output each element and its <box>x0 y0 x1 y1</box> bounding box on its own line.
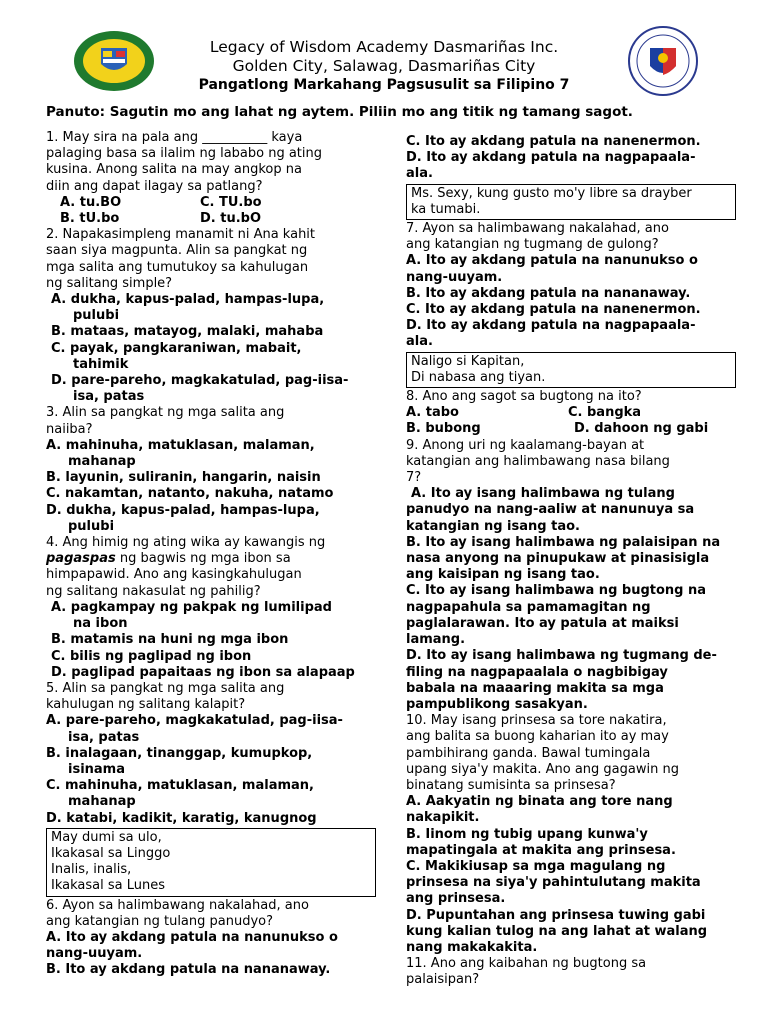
choice-8a[interactable]: A. tabo <box>406 405 459 421</box>
choice-2b[interactable]: B. mataas, matayog, malaki, mahaba <box>51 324 324 340</box>
choice-3b[interactable]: B. layunin, suliranin, hangarin, naisin <box>46 470 321 486</box>
choice-5b[interactable]: B. inalagaan, tinanggap, kumupkop, isinama <box>46 745 313 777</box>
choice-4d[interactable]: D. paglipad papaitaas ng ibon sa alapaap <box>51 664 355 680</box>
choice-5d[interactable]: D. katabi, kadikit, karatig, kanugnog <box>46 810 317 826</box>
choice-8b[interactable]: B. bubong <box>406 421 481 437</box>
choice-3d[interactable]: D. dukha, kapus-palad, hampas-lupa, pulubi <box>46 502 320 534</box>
question-10: 10. May isang prinsesa sa tore nakatira, ang balita sa buong kaharian ito ay may pambihirang ganda. Bawal tumingala upang siya'y makita. Ano ang gagawin ng binatang sumisinta sa prinsesa? <box>406 713 679 793</box>
choice-9c[interactable]: C. Ito ay isang halimbawa ng bugtong na nagpapahula sa pamamagitan ng paglalarawan. Ito ay patula at maiksi lamang. <box>406 583 707 648</box>
choice-10c[interactable]: C. Makikiusap sa mga magulang ng prinsesa na siya'y pahintulutang makita ang prinsesa. <box>406 858 701 907</box>
question-6: 6. Ayon sa halimbawang nakalahad, ano ang katangian ng tulang panudyo? <box>46 897 309 929</box>
choice-6a[interactable]: A. Ito ay akdang patula na nanunukso o nang-uuyam. <box>46 929 338 962</box>
exam-title: Pangatlong Markahang Pagsusulit sa Filipino 7 <box>198 77 570 93</box>
right-column <box>406 134 736 989</box>
left-column <box>46 130 376 979</box>
choice-10a[interactable]: A. Aakyatin ng binata ang tore nang nakapikit. <box>406 794 673 826</box>
choice-9d[interactable]: D. Ito ay isang halimbawa ng tugmang de- filing na nagpapaalala o nagbibigay babala na maaaring makita sa mga pampublikong sasakyan. <box>406 648 717 712</box>
choice-6b[interactable]: B. Ito ay akdang patula na nananaway. <box>46 962 331 978</box>
question-4: 4. Ang himig ng ating wika ay kawangis ng pagaspas ng bagwis ng mga ibon sa himpapawid. Ano ang kasingkahulugan ng salitang nakasulat ng pahilig? <box>46 535 326 599</box>
choice-6d[interactable]: D. Ito ay akdang patula na nagpapaala- ala. <box>406 150 696 182</box>
choice-2c[interactable]: C. payak, pangkaraniwan, mabait, tahimik <box>51 340 302 372</box>
choice-1b[interactable]: B. tU.bo <box>60 211 120 227</box>
riddle-box-1: May dumi sa ulo, Ikakasal sa Linggo Inalis, inalis, Ikakasal sa Lunes <box>46 828 376 897</box>
question-7: 7. Ayon sa halimbawang nakalahad, ano ang katangian ng tugmang de gulong? <box>406 221 669 253</box>
choice-6c[interactable]: C. Ito ay akdang patula na nanenermon. <box>406 134 701 149</box>
choice-4b[interactable]: B. matamis na huni ng mga ibon <box>51 632 289 648</box>
choice-1c[interactable]: C. TU.bo <box>200 194 262 210</box>
question-9: 9. Anong uri ng kaalamang-bayan at katangian ang halimbawang nasa bilang 7? <box>406 437 670 486</box>
choice-9a[interactable]: A. Ito ay isang halimbawa ng tulang panudyo na nang-aaliw at nanunuya sa katangian ng isang tao. <box>406 486 695 534</box>
question-11: 11. Ano ang kaibahan ng bugtong sa palaisipan? <box>406 956 647 988</box>
riddle-box-3: Naligo si Kapitan, Di nabasa ang tiyan. <box>406 352 736 388</box>
choice-7d[interactable]: D. Ito ay akdang patula na nagpapaala- ala. <box>406 318 696 350</box>
school-address: Golden City, Salawag, Dasmariñas City <box>232 57 536 75</box>
question-5: 5. Alin sa pangkat ng mga salita ang kahulugan ng salitang kalapit? <box>46 680 285 713</box>
choice-7a[interactable]: A. Ito ay akdang patula na nanunukso o nang-uuyam. <box>406 253 698 285</box>
choice-1d[interactable]: D. tu.bO <box>200 211 262 227</box>
question-1: 1. May sira na pala ang __________ kaya palaging basa sa ilalim ng lababo ng ating kusina. Anong salita na may angkop na diin ang dapat ilagay sa patlang? <box>46 130 323 194</box>
choice-3c[interactable]: C. nakamtan, natanto, nakuha, natamo <box>46 486 334 502</box>
choice-2a[interactable]: A. dukha, kapus-palad, hampas-lupa, pulubi <box>51 292 325 324</box>
choice-7c[interactable]: C. Ito ay akdang patula na nanenermon. <box>406 302 701 318</box>
italic-word: pagaspas <box>46 551 116 567</box>
choice-8d[interactable]: D. dahoon ng gabi <box>574 421 709 437</box>
choice-1a[interactable]: A. tu.BO <box>60 194 122 210</box>
choice-7b[interactable]: B. Ito ay akdang patula na nananaway. <box>406 285 691 301</box>
choice-10b[interactable]: B. Iinom ng tubig upang kunwa'y mapatingala at makita ang prinsesa. <box>406 826 676 858</box>
riddle-box-2: Ms. Sexy, kung gusto mo'y libre sa drayber ka tumabi. <box>406 184 736 220</box>
choice-5a[interactable]: A. pare-pareho, magkakatulad, pag-iisa- isa, patas <box>46 713 343 745</box>
choice-2d[interactable]: D. pare-pareho, magkakatulad, pag-iisa- isa, patas <box>51 373 349 405</box>
choice-10d[interactable]: D. Pupuntahan ang prinsesa tuwing gabi kung kalian tulog na ang lahat at walang nang makakakita. <box>406 907 708 955</box>
question-3: 3. Alin sa pangkat ng mga salita ang naiiba? <box>46 405 285 437</box>
choice-5c[interactable]: C. mahinuha, matuklasan, malaman, mahanap <box>46 778 314 810</box>
choice-9b[interactable]: B. Ito ay isang halimbawa ng palaisipan na nasa anyong na pinupukaw at pinasisigla ang kaisipan ng isang tao. <box>406 534 721 583</box>
school-name: Legacy of Wisdom Academy Dasmariñas Inc. <box>209 38 559 56</box>
question-8: 8. Ano ang sagot sa bugtong na ito? <box>406 389 642 405</box>
choice-8c[interactable]: C. bangka <box>568 405 642 421</box>
choice-4a[interactable]: A. pagkampay ng pakpak ng lumilipad na ibon <box>51 599 332 632</box>
choice-3a[interactable]: A. mahinuha, matuklasan, malaman, mahanap <box>46 437 315 470</box>
instructions: Panuto: Sagutin mo ang lahat ng aytem. Piliin mo ang titik ng tamang sagot. <box>46 104 633 120</box>
choice-4c[interactable]: C. bilis ng paglipad ng ibon <box>51 648 252 664</box>
document-header <box>0 38 768 95</box>
question-2: 2. Napakasimpleng manamit ni Ana kahit saan siya magpunta. Alin sa pangkat ng mga salita ang tumutukoy sa kahulugan ng salitang simple? <box>46 227 316 291</box>
